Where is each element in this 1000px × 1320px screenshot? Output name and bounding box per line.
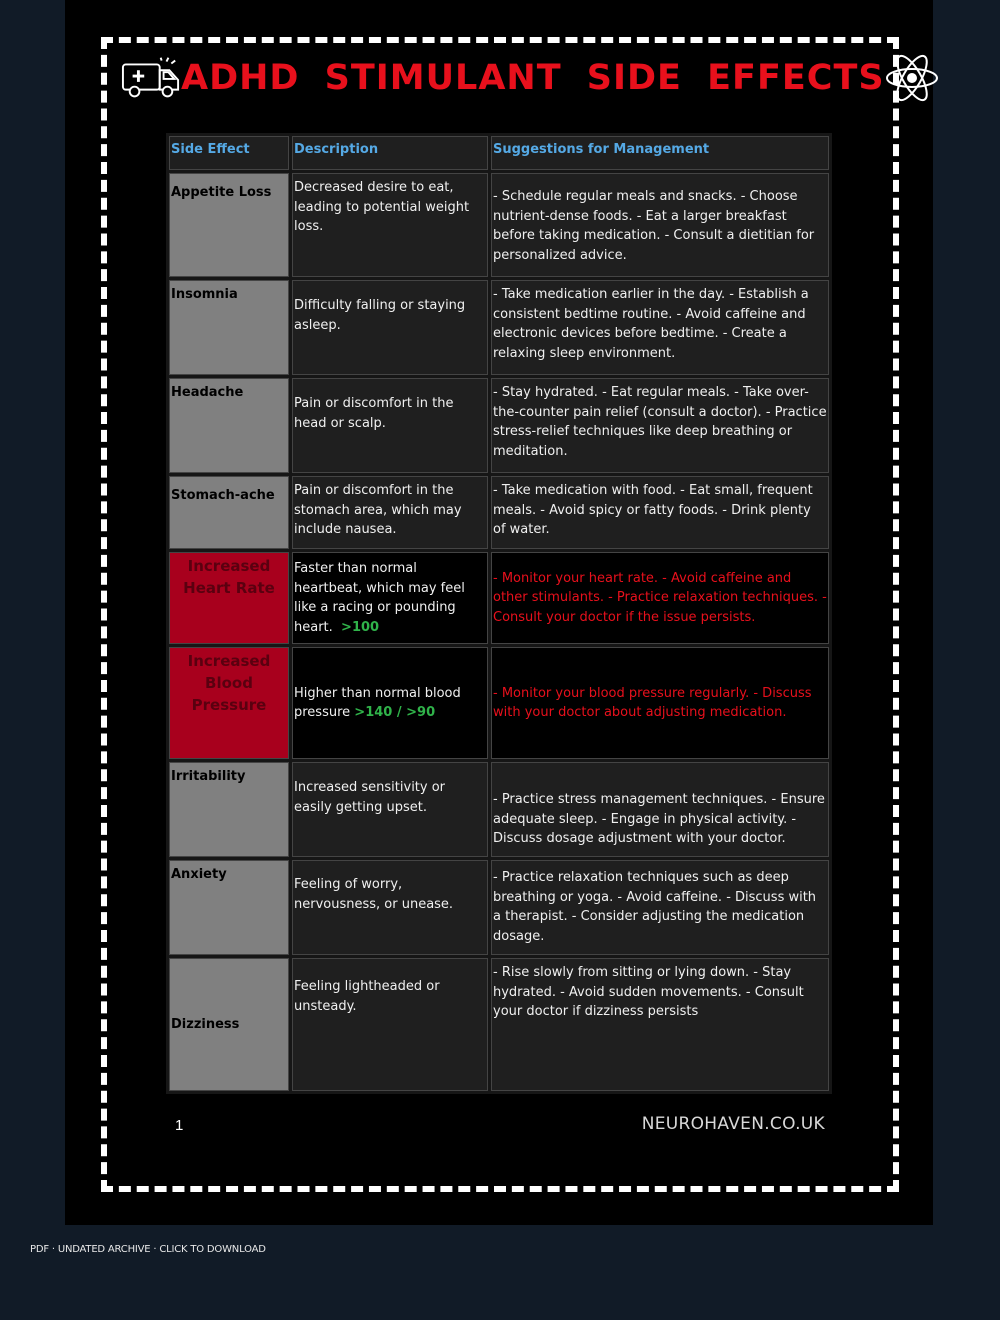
table-row [169,476,829,549]
column-header: Side Effect [169,136,289,170]
side-effect-cell-alert: Increased Blood Pressure [169,647,289,759]
column-header: Description [292,136,488,170]
description-cell: Pain or discomfort in the stomach area, which may include nausea. [292,476,488,549]
description-cell: Difficulty falling or staying asleep. [292,280,488,375]
side-effect-cell: Anxiety [169,860,289,955]
table-row [169,173,829,277]
page-title: ADHD STIMULANT SIDE EFFECTS [181,58,885,98]
side-effect-cell: Dizziness [169,958,289,1091]
download-link[interactable]: PDF · UNDATED ARCHIVE · CLICK TO DOWNLOAD [30,1244,266,1255]
description-cell: Feeling lightheaded or unsteady. [292,958,488,1091]
suggestion-cell: - Take medication with food. - Eat small, frequent meals. - Avoid spicy or fatty foods. - Drink plenty of water. [491,476,829,549]
table-row [169,280,829,375]
table-row [169,378,829,473]
suggestion-cell: - Practice stress management techniques. - Ensure adequate sleep. - Engage in physical activity. - Discuss dosage adjustment with your doctor. [491,762,829,857]
description-cell: Pain or discomfort in the head or scalp. [292,378,488,473]
table-header-row [169,136,829,170]
side-effect-cell: Appetite Loss [169,173,289,277]
atom-icon [885,50,939,106]
side-effect-cell-alert: Increased Heart Rate [169,552,289,644]
site-name: NEUROHAVEN.CO.UK [641,1114,825,1134]
threshold-value: >140 / >90 [354,705,436,720]
table-row [169,552,829,644]
side-effect-cell: Insomnia [169,280,289,375]
side-effect-cell: Irritability [169,762,289,857]
suggestion-cell: - Schedule regular meals and snacks. - Choose nutrient-dense foods. - Eat a larger breakfast before taking medication. - Consult a dietitian for personalized advice. [491,173,829,277]
suggestion-cell: - Rise slowly from sitting or lying down. - Stay hydrated. - Avoid sudden movements. - Consult your doctor if dizziness persists [491,958,829,1091]
threshold-value: >100 [341,619,380,635]
header [121,45,885,111]
description-cell: Decreased desire to eat, leading to potential weight loss. [292,173,488,277]
ambulance-icon [121,50,181,106]
table-row [169,958,829,1091]
suggestion-cell: - Monitor your heart rate. - Avoid caffeine and other stimulants. - Practice relaxation techniques. - Consult your doctor if the issue persists. [491,552,829,644]
description-cell [292,647,488,759]
suggestion-cell: - Practice relaxation techniques such as deep breathing or yoga. - Avoid caffeine. - Discuss with a therapist. - Consider adjusting the medication dosage. [491,860,829,955]
table-row [169,860,829,955]
description-cell: Increased sensitivity or easily getting upset. [292,762,488,857]
suggestion-cell: - Take medication earlier in the day. - Establish a consistent bedtime routine. - Avoid caffeine and electronic devices before bedtime. - Create a relaxing sleep environment. [491,280,829,375]
description-cell: Feeling of worry, nervousness, or unease. [292,860,488,955]
description-text: Higher than normal blood pressure [294,685,461,720]
suggestion-cell: - Monitor your blood pressure regularly. - Discuss with your doctor about adjusting medication. [491,647,829,759]
description-cell [292,552,488,644]
suggestion-cell: - Stay hydrated. - Eat regular meals. - Take over-the-counter pain relief (consult a doctor). - Practice stress-relief techniques like deep breathing or meditation. [491,378,829,473]
description-text: Faster than normal heartbeat, which may feel like a racing or pounding heart. [294,561,465,635]
page-number: 1 [175,1117,184,1134]
column-header: Suggestions for Management [491,136,829,170]
side-effect-cell: Headache [169,378,289,473]
table-row [169,647,829,759]
download-banner [0,1225,1000,1320]
document-page [65,0,933,1225]
side-effects-table [166,133,832,1094]
side-effect-cell: Stomach-ache [169,476,289,549]
table-row [169,762,829,857]
